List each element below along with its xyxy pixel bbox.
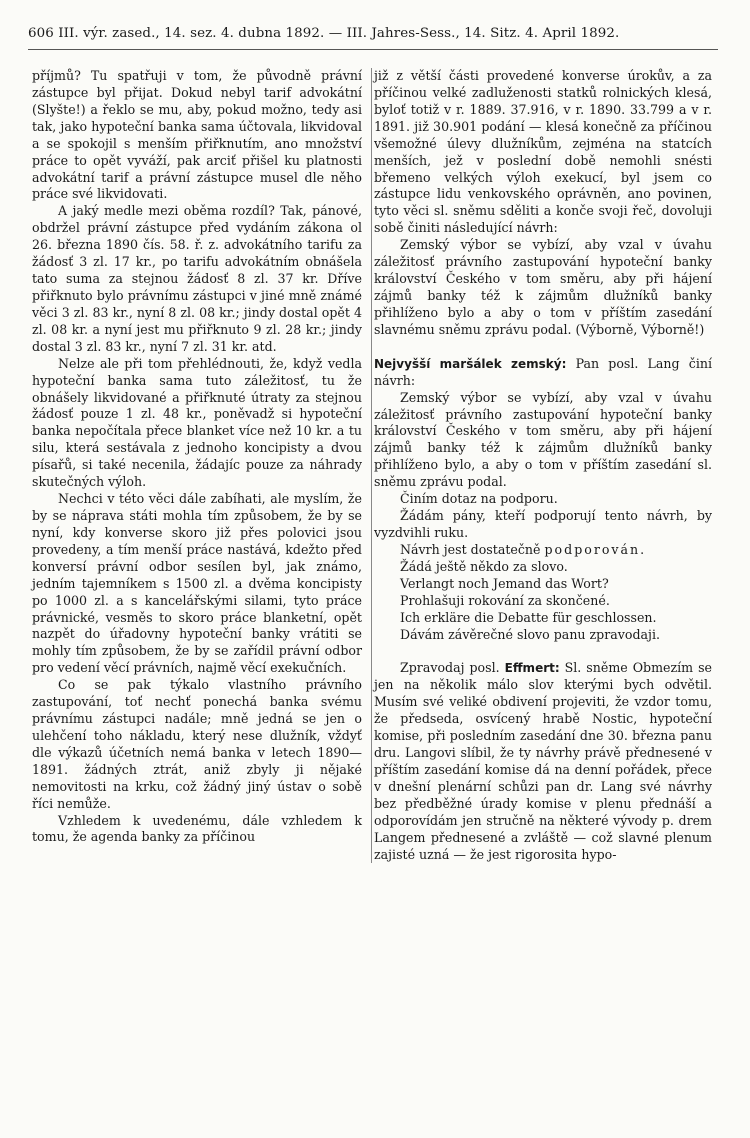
right-column — [371, 68, 712, 863]
paragraph: Co se pak týkalo vlastního právního zastupování, toť nechť ponechá banka svému právnímu zástupci nadále; mně jedná se jen o ulehčení toho nákladu, který nese dlužník, vždyť dle výkazů účetních nemá banka v letech 1890—1891. žádných ztrát, aniž zbyly ji nějaké nemovitosti na krku, což žádný jiný ústav o sobě říci nemůže. — [32, 677, 362, 811]
paragraph: Ich erkläre die Debatte für geschlossen. — [400, 609, 657, 625]
paragraph — [374, 542, 712, 559]
speaker-text: Sl. sněme Obmezím se jen na několik málo slov kterými bych odvětil. Musím své veliké obdivení projeviti, že vzdor tomu, že předseda, osvícený hrabě Nostic, hypoteční komise, při posledním zasedání dne 30. března panu dru. Langovi slíbil, že ty návrhy právě přednesené v příštím zasedání komise dá na denní pořádek, přece v dnešní plenární schůzi pan dr. Lang své návrhy bez předběžné úrady komise v plenu přednáší a odporovídám jen stručně na některé vývody p. drem Langem přednesené a zvláště — což slavné plenum zajisté uzná — že jest rigorosita hypo- — [374, 660, 712, 862]
paragraph: Vzhledem k uvedenému, dále vzhledem k tomu, že agenda banky za příčinou — [32, 812, 362, 845]
speaker-name: Nejvyšší maršálek zemský: — [374, 356, 567, 371]
paragraph: Nelze ale při tom přehlédnouti, že, když vedla hypoteční banka sama tuto záležitosť, tu že obnášely likvidované a přiřknuté útraty za stejnou žádosť pouze 1 zl. 48 kr., poněvadž si hypoteční banka nepočítala přece blanket více než 10 kr. a tu silu, která sestávala z jednoho koncipisty a dvou písařů, si také necenila, žádajíc pouze za náhrady skutečných výloh. — [32, 355, 362, 490]
speaker-prefix: Zpravodaj posl. — [400, 660, 500, 676]
left-column — [32, 68, 362, 846]
motion-text: Zemský výbor se vybízí, aby vzal v úvahu záležitosť právního zastupování hypoteční banky království Českého v tom směru, aby při hájení zájmů banky též k zájmům dlužníků banky přihlíženo bylo, a aby o tom v příštím zasedání sl. sněmu zprávu podal. — [374, 389, 712, 490]
paragraph: A jaký medle mezi oběma rozdíl? Tak, pánové, obdržel právní zástupce před vydáním zákona ol 26. března 1890 čís. 58. ř. z. advokátního tarifu za žádosť 3 zl. 17 kr., po tarifu advokátním obnášela tato suma za stejnou žádosť 8 zl. 37 kr. Dříve přiřknuto bylo právnímu zástupci v jiné mně známé věci 3 zl. 83 kr., nyní 8 zl. 08 kr.; jindy dostal opět 4 zl. 08 kr. a nyní jest mu přiřknuto 9 zl. 28 kr.; jindy dostal 3 zl. 83 kr., nyní 7 zl. 31 kr. atd. — [32, 203, 362, 354]
support-text: Návrh jest dostatečně — [400, 541, 541, 557]
speaker-paragraph — [374, 660, 712, 863]
support-word: podporován. — [544, 541, 647, 557]
paragraph: již z větší části provedené konverse úrokův, a za příčinou velké zadluženosti statků rolnických klesá, byloť totiž v r. 1889. 37.916, v r. 1890. 33.799 a v r. 1891. již 30.901 podání — klesá konečně za příčinou všemožné úlevy dlužníkům, zejména na statcích menších, jež v poslední době nemohli snésti břemeno velkých výloh exekucí, byl jsem co zástupce lidu venkovského oprávněn, ano povinen, tyto věci sl. sněmu sděliti a konče svoji řeč, dovoluji sobě činiti následující návrh: — [374, 68, 712, 236]
speaker-paragraph — [374, 356, 712, 390]
paragraph: Žádám pány, kteří podporují tento návrh, by vyzdvihli ruku. — [374, 508, 712, 540]
motion-text: Zemský výbor se vybízí, aby vzal v úvahu záležitosť právního zastupování hypoteční banky království Českého v tom směru, aby při hájení zájmů banky též k zájmům dlužníků banky přihlíženo bylo a aby o tom v příštím zasedání slavnému sněmu zprávu podal. (Výborně, Výborně!) — [374, 237, 712, 337]
speaker-text: Pan posl. Lang činí návrh: — [374, 355, 712, 388]
paragraph: Dávám závěrečné slovo panu zpravodaji. — [400, 626, 660, 642]
speaker-name: Effmert: — [504, 661, 560, 676]
paragraph: Žádá ještě někdo za slovo. — [400, 558, 568, 574]
paragraph: Nechci v této věci dále zabíhati, ale myslím, že by se náprava státi mohla tím způsobem, že by se nyní, kdy konverse skoro již přes polovici jsou provedeny, a tím menší práce nastává, kdežto před konversí právní odbor sesílen byl, jak známo, jedním tajemníkem s 1500 zl. a dvěma koncipisty po 1000 zl. a s kancelářskými silami, tyto práce právnické, vesměs to skoro práce blanketní, opět nazpět do úřadovny hypoteční banky vrátiti se mohly tím způsobem, že by se zařídil právní odbor pro vedení věcí právních, najmě věcí exekučních. — [32, 491, 362, 676]
paragraph: Prohlašuji rokování za skončené. — [400, 592, 610, 608]
paragraph: Činím dotaz na podporu. — [400, 491, 558, 507]
paragraph: příjmů? Tu spatřuji v tom, že původně právní zástupce byl přijat. Dokud nebyl tarif advokátní (Slyšte!) a řeklo se mu, aby, pokud možno, tedy asi tak, jako hypoteční banka sama účtovala, likvidoval a se spokojil s menším přiřknutím, ano množství práce to opět vyváží, pak arciť přišel ku platnosti advokátní tarif a právní zástupce musel dle něho práce své likvidovati. — [32, 68, 362, 202]
page-header: 606 III. výr. zased., 14. sez. 4. dubna 1892. — III. Jahres-Sess., 14. Sitz. 4. April 1892. — [28, 26, 718, 50]
paragraph: Verlangt noch Jemand das Wort? — [400, 575, 609, 591]
